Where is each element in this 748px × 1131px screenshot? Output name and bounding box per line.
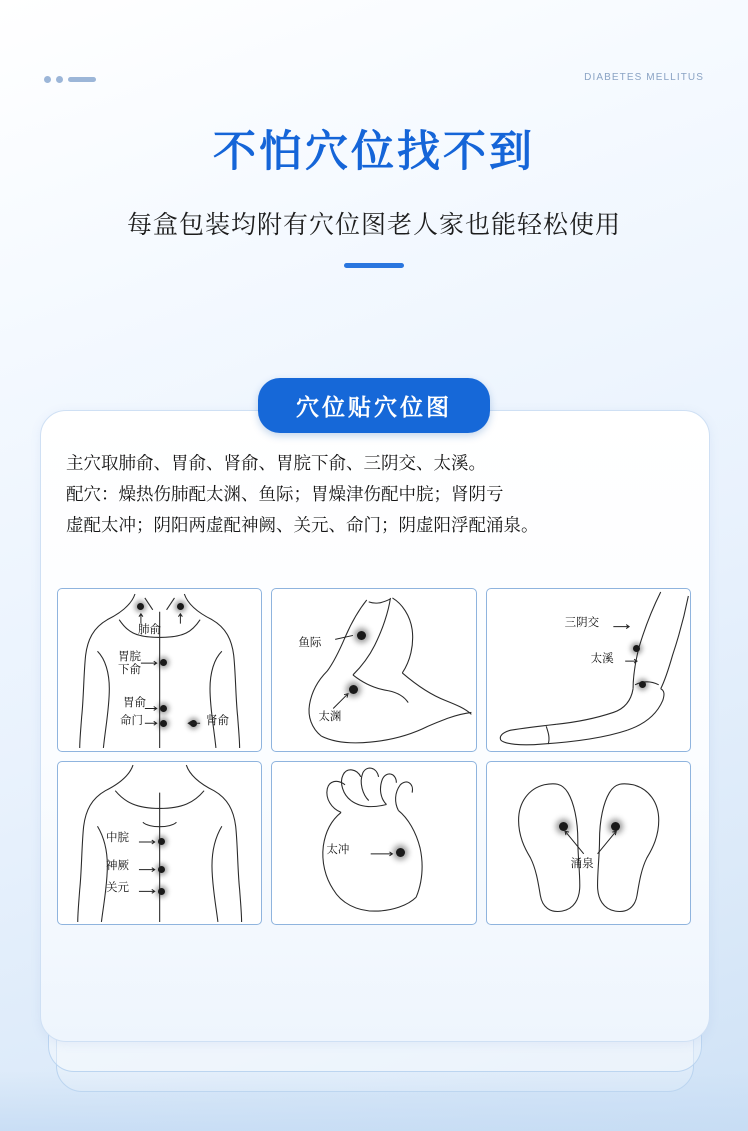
label-guanyuan: 关元 bbox=[106, 882, 129, 894]
label-taiyuan: 太渊 bbox=[318, 711, 342, 723]
label-yongquan: 涌泉 bbox=[570, 858, 594, 870]
diagram-sole-points bbox=[486, 761, 691, 925]
top-bar-decoration bbox=[44, 76, 96, 83]
description-line-1: 主穴取肺俞、胃俞、肾俞、胃脘下俞、三阴交、太溪。 bbox=[66, 453, 486, 473]
dot-icon bbox=[44, 76, 51, 83]
acupoint-dot bbox=[160, 659, 167, 666]
label-mingmen: 命门 bbox=[120, 715, 143, 727]
description-line-3: 虚配太冲；阴阳两虚配神阙、关元、命门；阴虚阳浮配涌泉。 bbox=[66, 515, 539, 535]
label-shenque: 神厥 bbox=[106, 860, 129, 872]
acupoint-dot bbox=[177, 603, 184, 610]
label-zhongwan: 中脘 bbox=[106, 832, 129, 844]
diagram-abdomen-points bbox=[57, 761, 262, 925]
top-bar bbox=[44, 72, 704, 92]
acupoint-dot bbox=[559, 822, 568, 831]
page-subtitle: 每盒包装均附有穴位图老人家也能轻松使用 bbox=[126, 211, 621, 239]
acupoint-dot bbox=[190, 720, 197, 727]
diagram-ankle-points bbox=[486, 588, 691, 752]
label-taixi: 太溪 bbox=[590, 653, 614, 665]
acupoint-dot bbox=[611, 822, 620, 831]
title-divider bbox=[344, 263, 404, 268]
description-line-2: 配穴：燥热伤肺配太渊、鱼际；胃燥津伤配中脘；肾阴亏 bbox=[66, 484, 504, 504]
dot-icon bbox=[56, 76, 63, 83]
label-weiwan: 胃脘 下俞 bbox=[118, 651, 141, 676]
label-sanyinjiao: 三阴交 bbox=[564, 617, 600, 629]
label-feishu: 肺俞 bbox=[138, 624, 161, 636]
acupoint-dot bbox=[160, 720, 167, 727]
diagram-foot-top-points bbox=[271, 761, 476, 925]
acupoint-dot bbox=[158, 838, 165, 845]
page-title: 不怕穴位找不到 bbox=[213, 128, 535, 176]
acupoint-dot bbox=[137, 603, 144, 610]
panel-description bbox=[66, 448, 682, 541]
panel-title-badge: 穴位贴穴位图 bbox=[258, 378, 490, 433]
label-taichong: 太冲 bbox=[326, 844, 350, 856]
diagram-grid bbox=[57, 588, 691, 925]
acupoint-dot bbox=[158, 888, 165, 895]
acupoint-dot bbox=[158, 866, 165, 873]
label-weishu: 胃俞 bbox=[123, 697, 146, 709]
diagram-hand-points bbox=[271, 588, 476, 752]
bottom-gradient bbox=[0, 1071, 748, 1131]
diagram-back-points bbox=[57, 588, 262, 752]
acupoint-dot bbox=[633, 645, 640, 652]
header-label: DIABETES MELLITUS bbox=[584, 72, 704, 83]
label-yuji: 鱼际 bbox=[298, 637, 322, 649]
acupoint-dot bbox=[160, 705, 167, 712]
acupoint-dot bbox=[639, 681, 646, 688]
label-shenshu: 肾俞 bbox=[206, 715, 229, 727]
bar-icon bbox=[68, 77, 96, 82]
